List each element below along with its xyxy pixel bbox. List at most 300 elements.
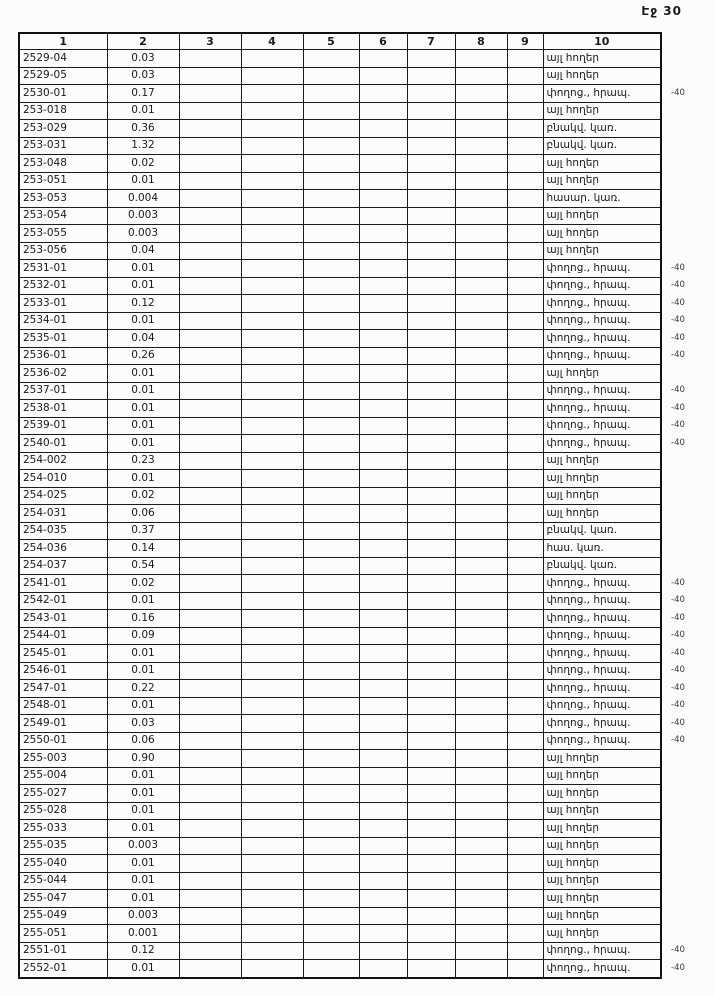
table-row	[19, 680, 705, 698]
table-row	[19, 540, 705, 558]
empty-cell	[507, 470, 543, 488]
table-row	[19, 365, 705, 383]
empty-cell	[179, 872, 241, 890]
empty-cell	[407, 680, 455, 698]
empty-cell	[507, 120, 543, 138]
empty-cell	[455, 505, 507, 523]
area-value: 0.02	[107, 487, 179, 505]
margin-note	[661, 540, 705, 558]
table-row	[19, 277, 705, 295]
area-value: 0.04	[107, 330, 179, 348]
empty-cell	[359, 435, 407, 453]
table-row	[19, 85, 705, 103]
table-row	[19, 575, 705, 593]
empty-cell	[507, 960, 543, 978]
empty-cell	[179, 680, 241, 698]
empty-cell	[179, 610, 241, 628]
area-value: 0.37	[107, 522, 179, 540]
margin-note	[661, 820, 705, 838]
empty-cell	[455, 592, 507, 610]
empty-cell	[359, 102, 407, 120]
empty-cell	[407, 715, 455, 733]
empty-cell	[241, 837, 303, 855]
empty-cell	[455, 417, 507, 435]
table-row	[19, 750, 705, 768]
empty-cell	[303, 907, 359, 925]
column-header-1: 1	[19, 33, 107, 50]
margin-note: -40	[671, 402, 685, 413]
empty-cell	[455, 85, 507, 103]
land-use-label: այլ հողեր	[543, 820, 661, 838]
margin-note: -40	[671, 385, 685, 396]
land-parcel-table	[18, 32, 706, 979]
empty-cell	[407, 312, 455, 330]
empty-cell	[303, 627, 359, 645]
land-use-label: այլ հողեր	[543, 365, 661, 383]
parcel-code: 253-056	[19, 242, 107, 260]
empty-cell	[455, 925, 507, 943]
empty-cell	[455, 680, 507, 698]
empty-cell	[407, 137, 455, 155]
land-use-label: հաս. կառ.	[543, 540, 661, 558]
empty-cell	[359, 505, 407, 523]
empty-cell	[507, 452, 543, 470]
empty-cell	[507, 715, 543, 733]
empty-cell	[455, 855, 507, 873]
area-value: 0.03	[107, 715, 179, 733]
parcel-code: 2532-01	[19, 277, 107, 295]
empty-cell	[179, 295, 241, 313]
empty-cell	[407, 557, 455, 575]
empty-cell	[179, 277, 241, 295]
area-value: 0.01	[107, 592, 179, 610]
empty-cell	[179, 242, 241, 260]
empty-cell	[507, 785, 543, 803]
table-row	[19, 312, 705, 330]
page-number: Էջ 30	[641, 4, 682, 18]
area-value: 0.01	[107, 960, 179, 978]
empty-cell	[179, 155, 241, 173]
margin-note	[661, 50, 705, 68]
empty-cell	[455, 645, 507, 663]
empty-cell	[507, 802, 543, 820]
area-value: 0.01	[107, 820, 179, 838]
land-use-label: փողոց., հրապ.	[543, 330, 661, 348]
empty-cell	[179, 662, 241, 680]
margin-note: -40	[671, 297, 685, 308]
margin-note	[661, 522, 705, 540]
empty-cell	[507, 942, 543, 960]
empty-cell	[179, 172, 241, 190]
empty-cell	[303, 680, 359, 698]
table-row	[19, 225, 705, 243]
land-use-label: այլ հողեր	[543, 67, 661, 85]
empty-cell	[179, 627, 241, 645]
table-row	[19, 592, 705, 610]
land-use-label: փողոց., հրապ.	[543, 85, 661, 103]
empty-cell	[179, 592, 241, 610]
area-value: 0.03	[107, 67, 179, 85]
empty-cell	[359, 732, 407, 750]
parcel-code: 255-028	[19, 802, 107, 820]
empty-cell	[303, 837, 359, 855]
empty-cell	[303, 592, 359, 610]
parcel-code: 255-049	[19, 907, 107, 925]
empty-cell	[359, 802, 407, 820]
empty-cell	[241, 85, 303, 103]
empty-cell	[241, 715, 303, 733]
empty-cell	[455, 575, 507, 593]
table-row	[19, 890, 705, 908]
empty-cell	[359, 820, 407, 838]
empty-cell	[303, 767, 359, 785]
empty-cell	[303, 50, 359, 68]
empty-cell	[179, 347, 241, 365]
empty-cell	[303, 172, 359, 190]
table-row	[19, 557, 705, 575]
empty-cell	[241, 750, 303, 768]
empty-cell	[303, 120, 359, 138]
area-value: 0.54	[107, 557, 179, 575]
empty-cell	[303, 820, 359, 838]
empty-cell	[407, 890, 455, 908]
margin-note: -40	[671, 665, 685, 676]
empty-cell	[179, 750, 241, 768]
empty-cell	[359, 312, 407, 330]
margin-note: -40	[671, 350, 685, 361]
empty-cell	[179, 505, 241, 523]
area-value: 0.01	[107, 890, 179, 908]
empty-cell	[507, 172, 543, 190]
area-value: 0.003	[107, 907, 179, 925]
parcel-code: 253-054	[19, 207, 107, 225]
empty-cell	[455, 312, 507, 330]
empty-cell	[303, 785, 359, 803]
empty-cell	[455, 732, 507, 750]
land-use-label: այլ հողեր	[543, 925, 661, 943]
empty-cell	[359, 172, 407, 190]
empty-cell	[179, 417, 241, 435]
empty-cell	[303, 330, 359, 348]
parcel-code: 2538-01	[19, 400, 107, 418]
margin-note: -40	[671, 612, 685, 623]
land-use-label: այլ հողեր	[543, 785, 661, 803]
empty-cell	[303, 715, 359, 733]
parcel-code: 2534-01	[19, 312, 107, 330]
parcel-code: 253-055	[19, 225, 107, 243]
land-use-label: փողոց., հրապ.	[543, 627, 661, 645]
margin-note: -40	[671, 332, 685, 343]
empty-cell	[407, 277, 455, 295]
empty-cell	[303, 505, 359, 523]
empty-cell	[179, 190, 241, 208]
empty-cell	[407, 697, 455, 715]
empty-cell	[407, 102, 455, 120]
empty-cell	[455, 50, 507, 68]
parcel-code: 2547-01	[19, 680, 107, 698]
empty-cell	[507, 382, 543, 400]
land-use-label: այլ հողեր	[543, 207, 661, 225]
empty-cell	[179, 697, 241, 715]
empty-cell	[507, 330, 543, 348]
empty-cell	[241, 190, 303, 208]
empty-cell	[241, 435, 303, 453]
area-value: 0.01	[107, 382, 179, 400]
empty-cell	[241, 365, 303, 383]
empty-cell	[179, 207, 241, 225]
empty-cell	[179, 732, 241, 750]
area-value: 0.01	[107, 767, 179, 785]
empty-cell	[507, 592, 543, 610]
table-row	[19, 907, 705, 925]
empty-cell	[241, 732, 303, 750]
empty-cell	[303, 802, 359, 820]
empty-cell	[407, 435, 455, 453]
empty-cell	[303, 890, 359, 908]
empty-cell	[455, 872, 507, 890]
empty-cell	[179, 85, 241, 103]
parcel-code: 253-029	[19, 120, 107, 138]
empty-cell	[455, 750, 507, 768]
area-value: 0.01	[107, 312, 179, 330]
empty-cell	[241, 557, 303, 575]
empty-cell	[241, 172, 303, 190]
empty-cell	[179, 312, 241, 330]
column-header-6: 6	[359, 33, 407, 50]
empty-cell	[359, 190, 407, 208]
empty-cell	[179, 942, 241, 960]
parcel-code: 253-018	[19, 102, 107, 120]
empty-cell	[407, 190, 455, 208]
empty-cell	[241, 347, 303, 365]
empty-cell	[407, 907, 455, 925]
empty-cell	[507, 417, 543, 435]
empty-cell	[507, 540, 543, 558]
parcel-code: 254-035	[19, 522, 107, 540]
empty-cell	[179, 645, 241, 663]
empty-cell	[179, 837, 241, 855]
margin-note	[661, 925, 705, 943]
margin-note	[661, 225, 705, 243]
parcel-code: 2530-01	[19, 85, 107, 103]
empty-cell	[407, 732, 455, 750]
area-value: 0.01	[107, 435, 179, 453]
empty-cell	[407, 155, 455, 173]
empty-cell	[303, 347, 359, 365]
area-value: 0.36	[107, 120, 179, 138]
empty-cell	[179, 102, 241, 120]
land-use-label: փողոց., հրապ.	[543, 295, 661, 313]
empty-cell	[241, 662, 303, 680]
empty-cell	[179, 785, 241, 803]
empty-cell	[407, 452, 455, 470]
margin-note	[661, 557, 705, 575]
empty-cell	[507, 190, 543, 208]
table-row	[19, 400, 705, 418]
empty-cell	[455, 487, 507, 505]
empty-cell	[303, 697, 359, 715]
land-use-label: բնակվ. կառ.	[543, 557, 661, 575]
empty-cell	[359, 627, 407, 645]
parcel-code: 253-031	[19, 137, 107, 155]
margin-note	[661, 172, 705, 190]
empty-cell	[359, 347, 407, 365]
empty-cell	[407, 172, 455, 190]
margin-note	[661, 890, 705, 908]
empty-cell	[359, 470, 407, 488]
parcel-code: 254-010	[19, 470, 107, 488]
empty-cell	[359, 872, 407, 890]
land-use-label: այլ հողեր	[543, 750, 661, 768]
empty-cell	[241, 102, 303, 120]
empty-cell	[303, 207, 359, 225]
area-value: 0.001	[107, 925, 179, 943]
table-row	[19, 120, 705, 138]
land-use-label: փողոց., հրապ.	[543, 715, 661, 733]
parcel-code: 2551-01	[19, 942, 107, 960]
empty-cell	[241, 522, 303, 540]
land-use-label: այլ հողեր	[543, 837, 661, 855]
land-use-label: փողոց., հրապ.	[543, 260, 661, 278]
margin-note: -40	[671, 577, 685, 588]
land-use-label: բնակվ. կառ.	[543, 120, 661, 138]
column-header-4: 4	[241, 33, 303, 50]
land-use-label: այլ հողեր	[543, 487, 661, 505]
empty-cell	[179, 820, 241, 838]
empty-cell	[359, 925, 407, 943]
parcel-code: 254-002	[19, 452, 107, 470]
empty-cell	[407, 872, 455, 890]
land-use-label: այլ հողեր	[543, 872, 661, 890]
empty-cell	[303, 522, 359, 540]
empty-cell	[241, 137, 303, 155]
margin-note: -40	[671, 630, 685, 641]
empty-cell	[507, 662, 543, 680]
empty-cell	[179, 137, 241, 155]
margin-note	[661, 120, 705, 138]
land-use-label: այլ հողեր	[543, 855, 661, 873]
empty-cell	[507, 575, 543, 593]
empty-cell	[407, 662, 455, 680]
margin-note	[661, 872, 705, 890]
parcel-code: 2544-01	[19, 627, 107, 645]
land-use-label: փողոց., հրապ.	[543, 347, 661, 365]
empty-cell	[179, 960, 241, 978]
empty-cell	[507, 627, 543, 645]
table-row	[19, 645, 705, 663]
empty-cell	[455, 242, 507, 260]
margin-note	[661, 907, 705, 925]
table-row	[19, 837, 705, 855]
table-row	[19, 960, 705, 978]
land-use-label: այլ հողեր	[543, 890, 661, 908]
table-row	[19, 155, 705, 173]
empty-cell	[303, 277, 359, 295]
empty-cell	[241, 225, 303, 243]
empty-cell	[455, 662, 507, 680]
area-value: 0.06	[107, 505, 179, 523]
area-value: 0.01	[107, 277, 179, 295]
margin-note	[661, 802, 705, 820]
land-use-label: փողոց., հրապ.	[543, 697, 661, 715]
empty-cell	[455, 102, 507, 120]
empty-cell	[407, 242, 455, 260]
area-value: 0.01	[107, 802, 179, 820]
empty-cell	[407, 610, 455, 628]
empty-cell	[359, 137, 407, 155]
empty-cell	[303, 417, 359, 435]
empty-cell	[507, 225, 543, 243]
table-row	[19, 627, 705, 645]
empty-cell	[303, 487, 359, 505]
margin-note: -40	[671, 963, 685, 974]
area-value: 0.01	[107, 172, 179, 190]
parcel-code: 255-033	[19, 820, 107, 838]
empty-cell	[359, 85, 407, 103]
column-header-7: 7	[407, 33, 455, 50]
land-use-label: փողոց., հրապ.	[543, 960, 661, 978]
empty-cell	[241, 540, 303, 558]
margin-note: -40	[671, 945, 685, 956]
empty-cell	[407, 522, 455, 540]
empty-cell	[407, 225, 455, 243]
table-row	[19, 102, 705, 120]
margin-note: -40	[671, 437, 685, 448]
area-value: 0.23	[107, 452, 179, 470]
margin-note: -40	[671, 647, 685, 658]
margin-note: -40	[671, 420, 685, 431]
margin-note	[661, 365, 705, 383]
margin-note	[661, 750, 705, 768]
empty-cell	[179, 452, 241, 470]
empty-cell	[303, 400, 359, 418]
empty-cell	[303, 225, 359, 243]
empty-cell	[407, 365, 455, 383]
empty-cell	[455, 435, 507, 453]
table-row	[19, 662, 705, 680]
land-use-label: այլ հողեր	[543, 172, 661, 190]
empty-cell	[507, 67, 543, 85]
parcel-code: 2540-01	[19, 435, 107, 453]
empty-cell	[359, 785, 407, 803]
empty-cell	[179, 435, 241, 453]
empty-cell	[303, 610, 359, 628]
land-use-label: այլ հողեր	[543, 452, 661, 470]
empty-cell	[407, 50, 455, 68]
margin-note	[661, 452, 705, 470]
area-value: 0.90	[107, 750, 179, 768]
empty-cell	[455, 820, 507, 838]
empty-cell	[507, 820, 543, 838]
empty-cell	[455, 67, 507, 85]
empty-cell	[407, 260, 455, 278]
empty-cell	[241, 260, 303, 278]
empty-cell	[507, 137, 543, 155]
empty-cell	[359, 575, 407, 593]
area-value: 0.09	[107, 627, 179, 645]
empty-cell	[407, 540, 455, 558]
empty-cell	[407, 785, 455, 803]
table-row	[19, 470, 705, 488]
empty-cell	[507, 242, 543, 260]
margin-note	[661, 785, 705, 803]
margin-note	[661, 470, 705, 488]
table-row	[19, 785, 705, 803]
empty-cell	[455, 260, 507, 278]
area-value: 0.01	[107, 470, 179, 488]
land-use-label: այլ հողեր	[543, 50, 661, 68]
empty-cell	[507, 207, 543, 225]
